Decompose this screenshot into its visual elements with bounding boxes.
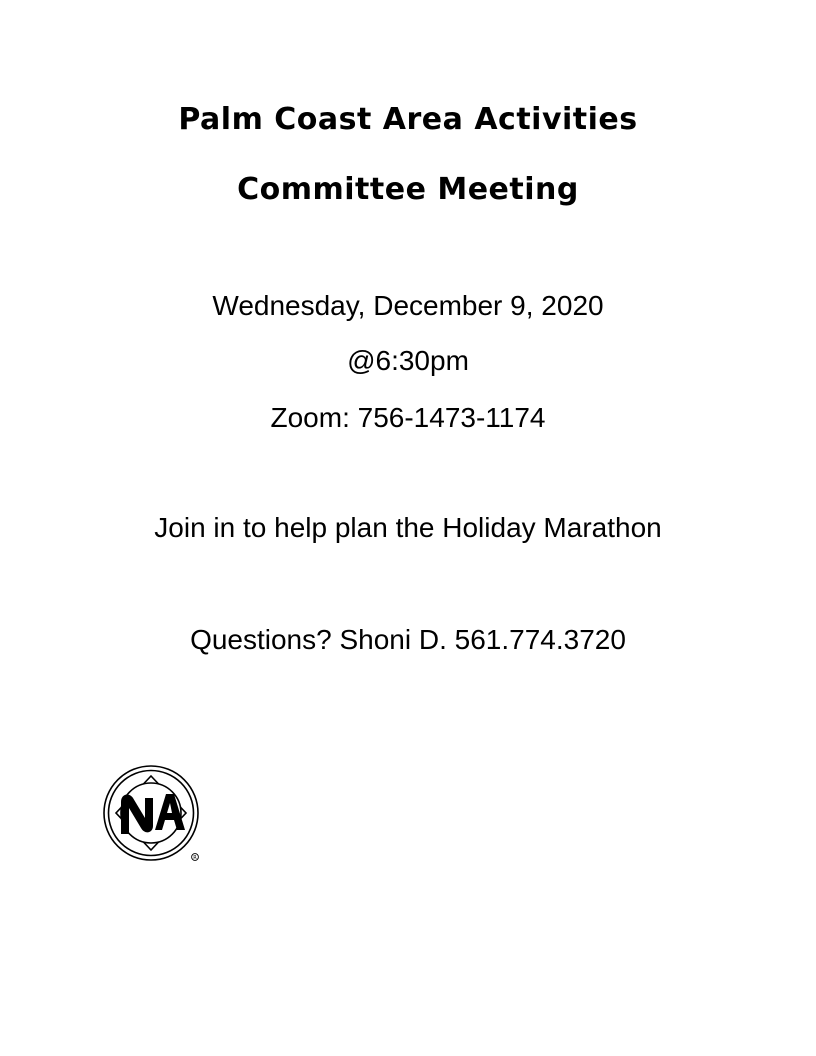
invitation-text: Join in to help plan the Holiday Marathon	[154, 512, 662, 543]
zoom-id: Zoom: 756-1473-1174	[270, 402, 546, 433]
na-logo-icon	[102, 764, 204, 866]
page-title-line-2: Committee Meeting	[237, 172, 579, 207]
meeting-time: @6:30pm	[347, 345, 469, 376]
contact-info: Questions? Shoni D. 561.774.3720	[190, 624, 626, 655]
svg-text:R: R	[193, 855, 197, 861]
page-title-line-1: Palm Coast Area Activities	[178, 102, 638, 137]
meeting-date: Wednesday, December 9, 2020	[212, 290, 604, 321]
